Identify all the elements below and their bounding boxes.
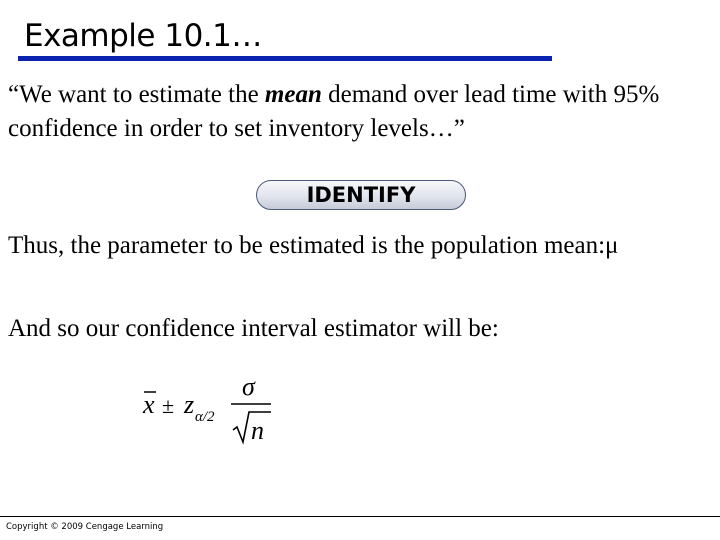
title-underline xyxy=(18,56,552,61)
estimator-statement: And so our confidence interval estimator will be: xyxy=(8,315,499,342)
slide-title: Example 10.1… xyxy=(24,18,262,54)
confidence-interval-formula xyxy=(135,368,285,455)
identify-label: IDENTIFY xyxy=(306,183,416,207)
parameter-statement: Thus, the parameter to be estimated is the population mean:μ xyxy=(8,232,619,259)
identify-button[interactable] xyxy=(256,180,466,210)
footer-divider xyxy=(0,516,720,517)
z-subscript: α/2 xyxy=(195,409,215,425)
z-symbol: z xyxy=(184,390,195,419)
quote-text-before: “We want to estimate the xyxy=(8,81,265,108)
sigma-symbol: σ xyxy=(242,372,255,401)
problem-quote xyxy=(8,78,708,146)
xbar-symbol: x xyxy=(143,390,155,419)
copyright-footer: Copyright © 2009 Cengage Learning xyxy=(6,522,164,532)
n-symbol: n xyxy=(251,416,264,445)
quote-emphasis: mean xyxy=(264,81,322,108)
plus-minus-symbol: ± xyxy=(162,393,175,418)
quote-text-after: demand over lead time with 95% confidence in order to set inventory levels…” xyxy=(8,81,660,142)
